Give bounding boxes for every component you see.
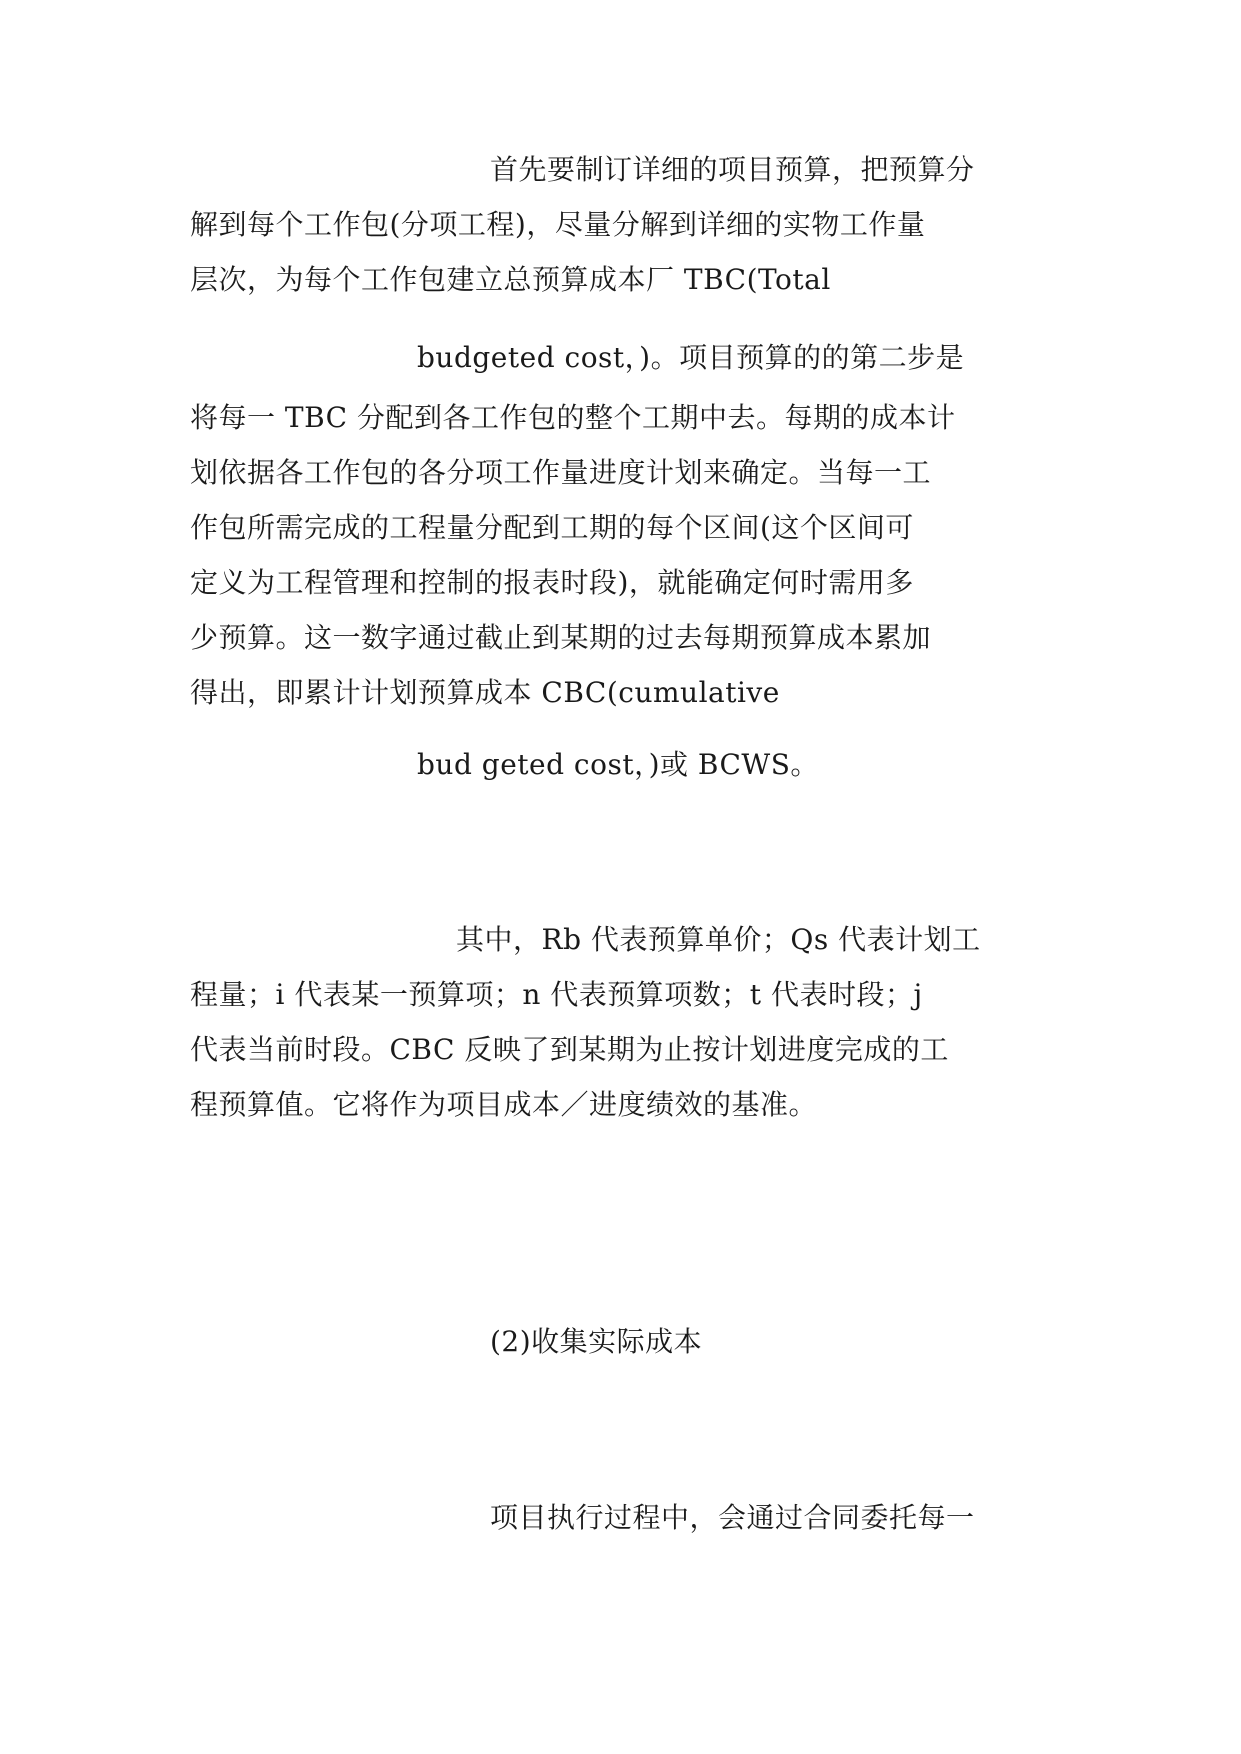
text-line: 首先要制订详细的项目预算，把预算分 (490, 153, 975, 186)
text-line: 划依据各工作包的各分项工作量进度计划来确定。当每一工 (190, 456, 932, 489)
text-line: 作包所需完成的工程量分配到工期的每个区间(这个区间可 (190, 511, 914, 544)
text-line: 将每一 TBC 分配到各工作包的整个工期中去。每期的成本计 (190, 401, 956, 434)
text-line: 得出，即累计计划预算成本 CBC(cumulative (190, 676, 780, 709)
text-line: bud geted cost，)或 BCWS。 (417, 748, 819, 781)
text-line: 项目执行过程中，会通过合同委托每一 (490, 1501, 975, 1534)
text-line: 代表当前时段。CBC 反映了到某期为止按计划进度完成的工 (190, 1033, 949, 1066)
text-line: 程预算值。它将作为项目成本／进度绩效的基准。 (190, 1088, 818, 1121)
section-heading: (2)收集实际成本 (490, 1325, 703, 1358)
text-line: 解到每个工作包(分项工程)，尽量分解到详细的实物工作量 (190, 208, 926, 241)
text-line: 层次，为每个工作包建立总预算成本厂 TBC(Total (190, 263, 831, 296)
text-line: budgeted cost，)。项目预算的的第二步是 (417, 341, 965, 374)
text-line: 程量；i 代表某一预算项；n 代表预算项数；t 代表时段；j (190, 978, 923, 1011)
text-line: 少预算。这一数字通过截止到某期的过去每期预算成本累加 (190, 621, 932, 654)
text-line: 定义为工程管理和控制的报表时段)，就能确定何时需用多 (190, 566, 914, 599)
text-line: 其中，Rb 代表预算单价；Qs 代表计划工 (456, 923, 981, 956)
